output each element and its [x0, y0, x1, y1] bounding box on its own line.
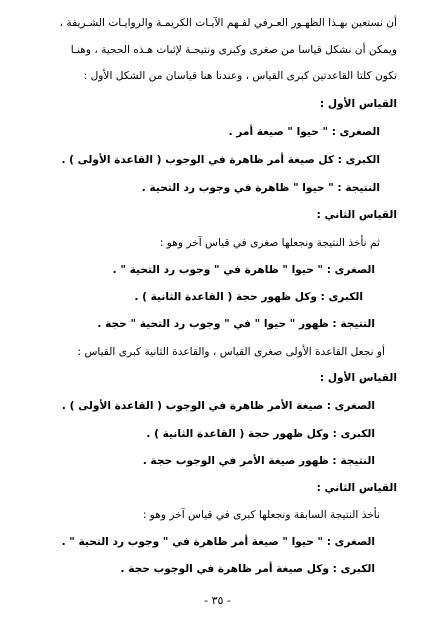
section-2-heading: القياس الثاني : [316, 209, 397, 221]
paragraph-1-line-1: أن نستعين بهـذا الظهـور العـرفي لفـهم الآيـات الكريمـة والروايـات الشـريفة ، [59, 17, 397, 29]
section-1-major: الكبرى : كل صيغة أمر ظاهرة في الوجوب ( القاعدة الأولى ) . [61, 154, 380, 166]
section-2-result: النتيجة : ظهور " حيوا " في " وجوب رد التحية " حجة . [97, 318, 375, 330]
section-4-heading: القياس الثاني : [316, 482, 397, 494]
section-2-minor: الصغرى : " حيوا " ظاهرة في " وجوب رد التحية " . [112, 264, 375, 276]
section-3-heading: القياس الأول : [319, 372, 397, 384]
paragraph-1-line-3: تكون كلتا القاعدتين كبرى القياس ، وعندنا هنا قياسان من الشكل الأول : [83, 70, 397, 82]
section-3-result: النتيجة : ظهور صيغة الأمر في الوجوب حجة . [142, 455, 375, 467]
section-1-heading: القياس الأول : [319, 98, 397, 110]
section-3-major: الكبرى : وكل ظهور حجة ( القاعدة الثانية ) . [146, 428, 375, 440]
section-3-minor: الصغرى : صيغة الأمر ظاهرة في الوجوب ( القاعدة الأولى ) . [61, 400, 375, 412]
paragraph-2: أو نجعل القاعدة الأولى صغرى القياس ، والقاعدة الثانية كبرى القياس : [77, 346, 385, 358]
section-1-minor: الصغرى : " حيوا " صيغة أمر . [228, 126, 380, 138]
section-4-major: الكبرى : وكل صيغة أمر ظاهرة في الوجوب حجة . [120, 563, 375, 575]
page-number: - ٣٥ - [204, 594, 231, 607]
section-2-intro: ثم نأخذ النتيجة ونجعلها صغرى في قياس آخر وهو : [159, 237, 380, 249]
paragraph-1-line-2: ويمكن أن نشكل قياسا من صغرى وكبرى ونتيجـة لإثبات هـذه الحجية ، وهنـا [70, 44, 397, 56]
section-4-intro: نأخذ النتيجة السابقة ونجعلها كبرى في قياس آخر وهو : [142, 509, 380, 521]
section-4-minor: الصغرى : " حيوا " صيغة أمر ظاهرة في " وجوب رد التحية " . [61, 536, 375, 548]
section-1-result: النتيجة : " حيوا " ظاهرة في وجوب رد التحية . [141, 182, 380, 194]
section-2-major: الكبرى : وكل ظهور حجة ( القاعدة الثانية ) . [134, 291, 363, 303]
